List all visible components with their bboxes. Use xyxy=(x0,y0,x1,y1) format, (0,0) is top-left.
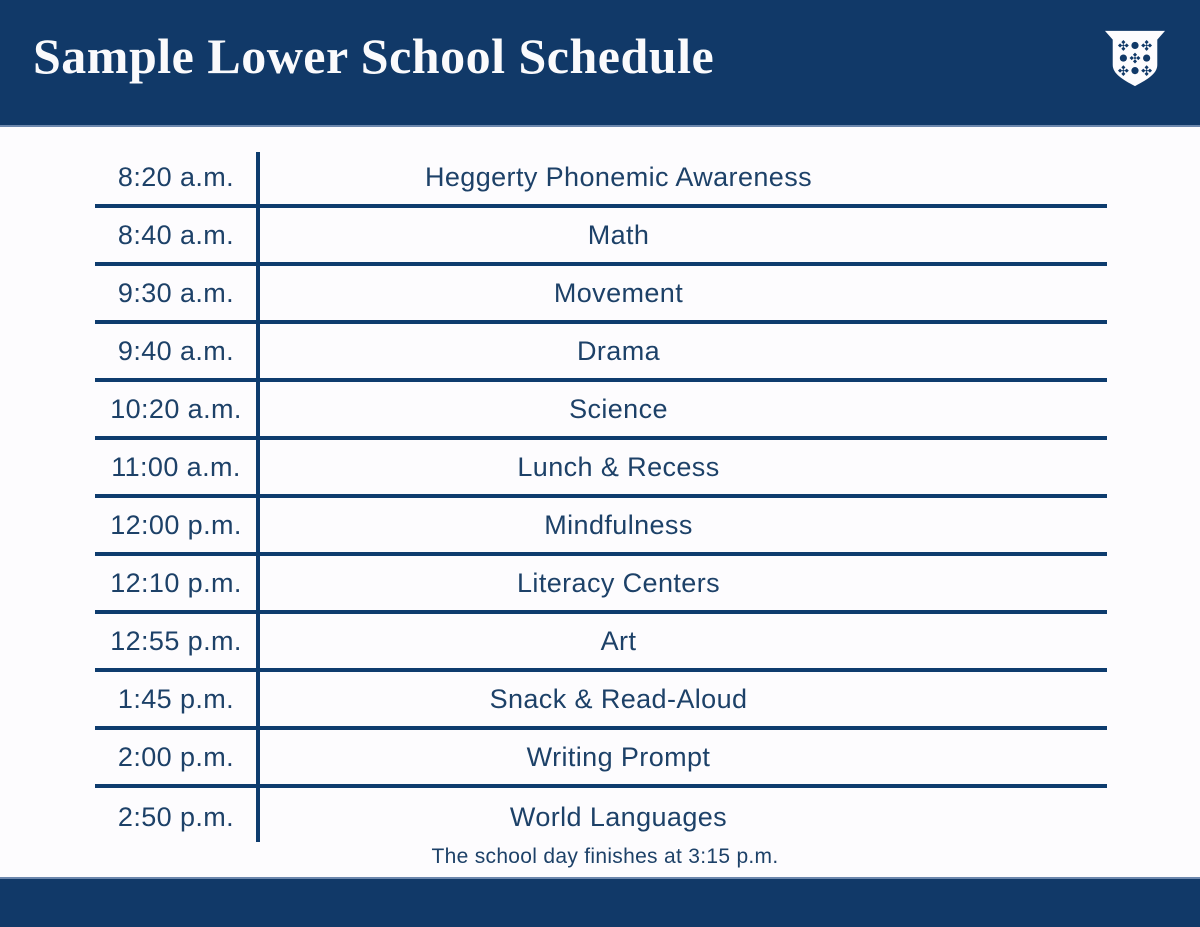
time-cell: 10:20 a.m. xyxy=(110,393,242,424)
activity-cell: Math xyxy=(587,219,650,250)
table-row xyxy=(95,150,1107,208)
activity-cell: World Languages xyxy=(509,801,728,832)
time-cell: 11:00 a.m. xyxy=(111,451,241,482)
table-row xyxy=(95,614,1107,672)
table-row xyxy=(95,324,1107,382)
activity-cell: Science xyxy=(569,393,668,424)
footer-band xyxy=(0,877,1200,927)
time-cell: 2:00 p.m. xyxy=(117,741,235,772)
activity-cell: Writing Prompt xyxy=(526,741,711,772)
table-row xyxy=(95,440,1107,498)
column-divider-line xyxy=(256,152,260,842)
activity-cell: Drama xyxy=(576,335,660,366)
time-cell: 12:55 p.m. xyxy=(110,625,242,656)
table-row xyxy=(95,788,1107,846)
activity-cell: Heggerty Phonemic Awareness xyxy=(424,161,812,192)
shield-crest-icon xyxy=(1104,29,1166,89)
footnote: The school day finishes at 3:15 p.m. xyxy=(431,845,779,868)
table-row xyxy=(95,382,1107,440)
time-cell: 9:40 a.m. xyxy=(117,335,235,366)
time-cell: 12:00 p.m. xyxy=(110,509,242,540)
table-row xyxy=(95,672,1107,730)
activity-cell: Movement xyxy=(553,277,684,308)
time-cell: 2:50 p.m. xyxy=(117,801,235,832)
activity-cell: Literacy Centers xyxy=(517,567,720,598)
activity-cell: Mindfulness xyxy=(544,509,693,540)
time-cell: 8:40 a.m. xyxy=(117,219,235,250)
table-row xyxy=(95,556,1107,614)
schedule-table xyxy=(95,150,1107,846)
time-cell: 1:45 p.m. xyxy=(117,683,235,714)
time-cell: 12:10 p.m. xyxy=(110,567,242,598)
table-row xyxy=(95,730,1107,788)
table-row xyxy=(95,266,1107,324)
table-row xyxy=(95,208,1107,266)
table-row xyxy=(95,498,1107,556)
activity-cell: Art xyxy=(600,625,637,656)
time-cell: 9:30 a.m. xyxy=(117,277,235,308)
header-band xyxy=(0,0,1200,127)
activity-cell: Lunch & Recess xyxy=(517,451,720,482)
activity-cell: Snack & Read-Aloud xyxy=(489,683,748,714)
page-title: Sample Lower School Schedule xyxy=(33,27,715,84)
time-cell: 8:20 a.m. xyxy=(117,161,235,192)
